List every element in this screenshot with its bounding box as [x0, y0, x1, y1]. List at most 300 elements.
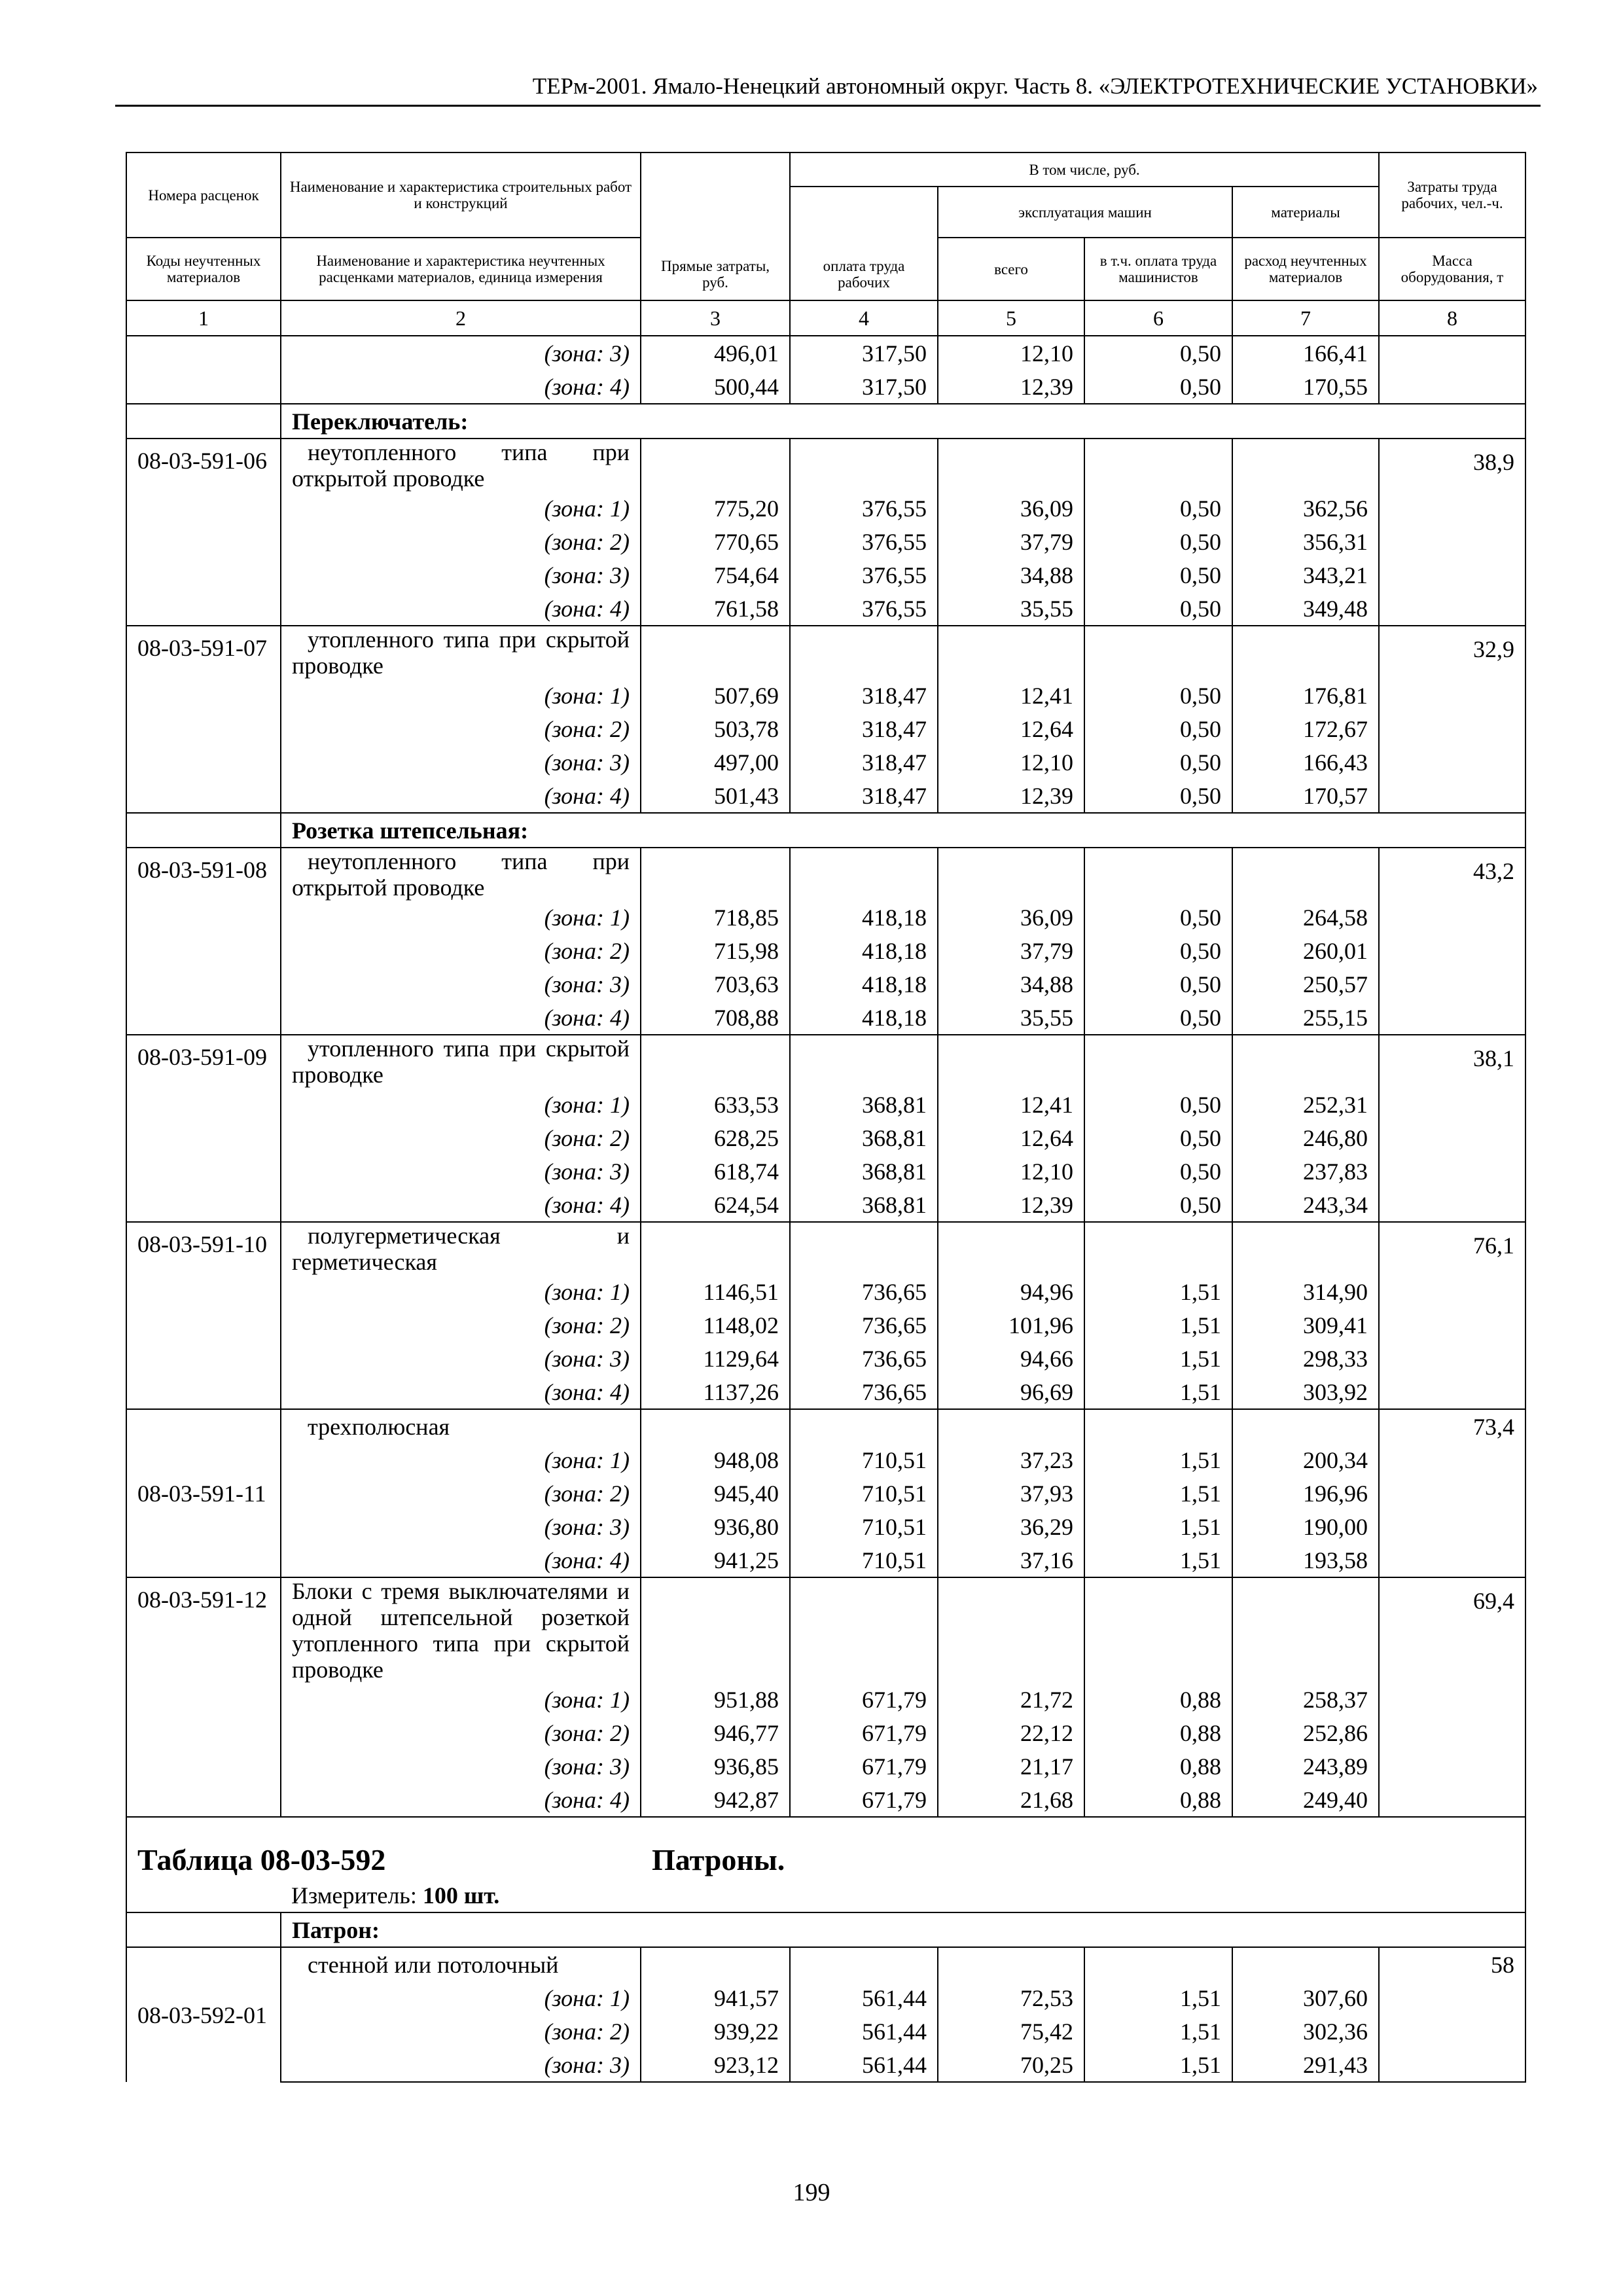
zona-label: (зона: 2): [281, 525, 641, 558]
value-cell: 618,74: [641, 1155, 790, 1188]
value-cell: 1146,51: [641, 1275, 790, 1308]
value-cell: 70,25: [938, 2048, 1084, 2082]
value-cell: 368,81: [790, 1121, 938, 1155]
item-row: [126, 1035, 1525, 1088]
value-cell: [790, 439, 938, 492]
value-cell: 291,43: [1232, 2048, 1379, 2082]
value-cell: 190,00: [1232, 1510, 1379, 1543]
group-row: [126, 404, 1525, 439]
col-consumption: расход неучтенных материалов: [1232, 238, 1379, 300]
mass-cell: [1379, 1088, 1525, 1121]
value-cell: 497,00: [641, 745, 790, 779]
value-cell: 252,86: [1232, 1716, 1379, 1749]
value-cell: 633,53: [641, 1088, 790, 1121]
value-cell: 715,98: [641, 934, 790, 967]
value-cell: 252,31: [1232, 1088, 1379, 1121]
value-cell: 1,51: [1084, 1477, 1232, 1510]
value-cell: 0,50: [1084, 1155, 1232, 1188]
value-cell: 1,51: [1084, 1510, 1232, 1543]
value-cell: 21,72: [938, 1683, 1084, 1716]
value-cell: [938, 1409, 1084, 1443]
col-wages: оплата труда рабочих: [790, 187, 938, 300]
col-mass: Масса оборудования, т: [1379, 238, 1525, 300]
value-cell: 36,29: [938, 1510, 1084, 1543]
value-cell: 936,80: [641, 1510, 790, 1543]
value-cell: 628,25: [641, 1121, 790, 1155]
value-cell: 946,77: [641, 1716, 790, 1749]
mass-cell: [1379, 1716, 1525, 1749]
value-cell: 941,25: [641, 1543, 790, 1577]
zona-row: [126, 1275, 1525, 1308]
mass-cell: [1379, 1121, 1525, 1155]
mass-cell: [1379, 1510, 1525, 1543]
group-row: [126, 1912, 1525, 1947]
mass-cell: [1379, 1375, 1525, 1409]
group-title: Переключатель:: [281, 404, 1525, 439]
mass-value: 58: [1379, 1947, 1525, 1981]
value-cell: [790, 1409, 938, 1443]
zona-label: (зона: 4): [281, 1783, 641, 1817]
col-codes: Коды неучтенных материалов: [126, 238, 281, 300]
value-cell: 318,47: [790, 779, 938, 813]
item-description: трехполюсная: [281, 1409, 641, 1443]
value-cell: 298,33: [1232, 1342, 1379, 1375]
zona-row: [126, 492, 1525, 525]
item-row: [126, 626, 1525, 679]
value-cell: [1084, 1577, 1232, 1683]
value-cell: [790, 848, 938, 901]
mass-cell: [1379, 1342, 1525, 1375]
mass-cell: [1379, 934, 1525, 967]
value-cell: [641, 1577, 790, 1683]
value-cell: 317,50: [790, 336, 938, 370]
value-cell: 418,18: [790, 1001, 938, 1035]
mass-cell: [1379, 901, 1525, 934]
item-description: стенной или потолочный: [281, 1947, 641, 1981]
value-cell: 503,78: [641, 712, 790, 745]
col-number: 3: [641, 300, 790, 336]
value-cell: 0,50: [1084, 1121, 1232, 1155]
value-cell: 101,96: [938, 1308, 1084, 1342]
measure-value: 100 шт.: [422, 1882, 500, 1909]
mass-cell: [1379, 1275, 1525, 1308]
col-incl-wages: в т.ч. оплата труда машинистов: [1084, 238, 1232, 300]
value-cell: 37,16: [938, 1543, 1084, 1577]
zona-label: (зона: 4): [281, 370, 641, 404]
mass-cell: [1379, 592, 1525, 626]
code-cell: [126, 813, 281, 848]
value-cell: 376,55: [790, 525, 938, 558]
value-cell: [1084, 1947, 1232, 1981]
mass-cell: [1379, 779, 1525, 813]
zona-row: [126, 1981, 1525, 2015]
value-cell: 1,51: [1084, 2048, 1232, 2082]
rate-code: 08-03-591-07: [126, 626, 281, 813]
value-cell: 941,57: [641, 1981, 790, 2015]
value-cell: 34,88: [938, 967, 1084, 1001]
zona-row: [126, 1683, 1525, 1716]
zona-label: (зона: 2): [281, 1477, 641, 1510]
zona-row: [126, 1121, 1525, 1155]
value-cell: [1084, 439, 1232, 492]
value-cell: [938, 1577, 1084, 1683]
zona-label: (зона: 2): [281, 1121, 641, 1155]
value-cell: 36,09: [938, 901, 1084, 934]
value-cell: 0,50: [1084, 592, 1232, 626]
code-cell: [126, 370, 281, 404]
value-cell: 1,51: [1084, 1375, 1232, 1409]
table-title-cell: [126, 1817, 1525, 1878]
value-cell: 170,57: [1232, 779, 1379, 813]
value-cell: 12,39: [938, 1188, 1084, 1222]
value-cell: [790, 1947, 938, 1981]
col-name: Наименование и характеристика строительных работ и конструкций: [281, 152, 641, 238]
value-cell: 0,50: [1084, 934, 1232, 967]
value-cell: [938, 1947, 1084, 1981]
value-cell: 951,88: [641, 1683, 790, 1716]
rate-code: 08-03-592-01: [126, 1947, 281, 2082]
value-cell: 12,41: [938, 679, 1084, 712]
value-cell: 736,65: [790, 1375, 938, 1409]
value-cell: 0,50: [1084, 745, 1232, 779]
mass-cell: [1379, 336, 1525, 370]
value-cell: 710,51: [790, 1443, 938, 1477]
value-cell: [641, 848, 790, 901]
mass-cell: [1379, 2048, 1525, 2082]
zona-row: [126, 370, 1525, 404]
mass-value: 69,4: [1379, 1577, 1525, 1683]
value-cell: 710,51: [790, 1477, 938, 1510]
value-cell: 507,69: [641, 679, 790, 712]
value-cell: 1,51: [1084, 2015, 1232, 2048]
value-cell: 200,34: [1232, 1443, 1379, 1477]
zona-row: [126, 558, 1525, 592]
value-cell: 35,55: [938, 592, 1084, 626]
rates-table: [126, 152, 1526, 2083]
value-cell: 0,50: [1084, 679, 1232, 712]
col-number: 8: [1379, 300, 1525, 336]
zona-label: (зона: 3): [281, 967, 641, 1001]
value-cell: 12,64: [938, 712, 1084, 745]
zona-row: [126, 525, 1525, 558]
value-cell: 0,50: [1084, 370, 1232, 404]
value-cell: 0,88: [1084, 1683, 1232, 1716]
mass-value: 38,1: [1379, 1035, 1525, 1088]
zona-label: (зона: 1): [281, 1088, 641, 1121]
zona-row: [126, 712, 1525, 745]
value-cell: [1232, 439, 1379, 492]
zona-label: (зона: 1): [281, 1443, 641, 1477]
value-cell: 561,44: [790, 2048, 938, 2082]
value-cell: 0,50: [1084, 967, 1232, 1001]
value-cell: 1,51: [1084, 1308, 1232, 1342]
value-cell: 0,50: [1084, 558, 1232, 592]
value-cell: 356,31: [1232, 525, 1379, 558]
value-cell: 948,08: [641, 1443, 790, 1477]
zona-row: [126, 1749, 1525, 1783]
value-cell: 12,10: [938, 745, 1084, 779]
value-cell: 12,64: [938, 1121, 1084, 1155]
value-cell: [938, 626, 1084, 679]
col-name2: Наименование и характеристика неучтенных расценками материалов, единица измерения: [281, 238, 641, 300]
page-number: 199: [793, 2179, 830, 2206]
col-labor: Затраты труда рабочих, чел.-ч.: [1379, 152, 1525, 238]
col-incl: В том числе, руб.: [790, 152, 1379, 187]
value-cell: 22,12: [938, 1716, 1084, 1749]
value-cell: 368,81: [790, 1155, 938, 1188]
value-cell: 176,81: [1232, 679, 1379, 712]
value-cell: 237,83: [1232, 1155, 1379, 1188]
value-cell: 193,58: [1232, 1543, 1379, 1577]
mass-cell: [1379, 2015, 1525, 2048]
value-cell: 362,56: [1232, 492, 1379, 525]
mass-cell: [1379, 1155, 1525, 1188]
mass-cell: [1379, 679, 1525, 712]
rate-code: 08-03-591-06: [126, 439, 281, 626]
value-cell: 35,55: [938, 1001, 1084, 1035]
item-description: утопленного типа при скрытой проводке: [281, 1035, 641, 1088]
value-cell: 303,92: [1232, 1375, 1379, 1409]
value-cell: 37,23: [938, 1443, 1084, 1477]
col-num-rates: Номера расценок: [126, 152, 281, 238]
value-cell: 0,50: [1084, 525, 1232, 558]
value-cell: 318,47: [790, 712, 938, 745]
value-cell: 376,55: [790, 592, 938, 626]
value-cell: 1,51: [1084, 1443, 1232, 1477]
zona-label: (зона: 3): [281, 2048, 641, 2082]
item-row: [126, 1577, 1525, 1683]
table-title-row: [126, 1817, 1525, 1878]
group-title: Патрон:: [281, 1912, 1525, 1947]
value-cell: 0,50: [1084, 712, 1232, 745]
value-cell: 318,47: [790, 745, 938, 779]
code-cell: [126, 1912, 281, 1947]
code-cell: [126, 1878, 281, 1912]
col-machines: эксплуатация машин: [938, 187, 1232, 238]
table-title: Таблица 08-03-592: [137, 1843, 386, 1876]
value-cell: [938, 848, 1084, 901]
value-cell: 21,17: [938, 1749, 1084, 1783]
value-cell: 72,53: [938, 1981, 1084, 2015]
value-cell: 1,51: [1084, 1342, 1232, 1375]
zona-row: [126, 1188, 1525, 1222]
value-cell: 12,39: [938, 779, 1084, 813]
mass-cell: [1379, 745, 1525, 779]
value-cell: 196,96: [1232, 1477, 1379, 1510]
code-cell: [126, 336, 281, 370]
mass-cell: [1379, 492, 1525, 525]
value-cell: 12,10: [938, 1155, 1084, 1188]
zona-row: [126, 2048, 1525, 2082]
value-cell: [641, 1947, 790, 1981]
value-cell: 0,50: [1084, 779, 1232, 813]
zona-row: [126, 934, 1525, 967]
zona-label: (зона: 3): [281, 745, 641, 779]
value-cell: 12,41: [938, 1088, 1084, 1121]
value-cell: [938, 1035, 1084, 1088]
value-cell: [1084, 626, 1232, 679]
value-cell: 671,79: [790, 1749, 938, 1783]
value-cell: [1084, 1409, 1232, 1443]
value-cell: 1148,02: [641, 1308, 790, 1342]
value-cell: [1232, 1409, 1379, 1443]
value-cell: 0,50: [1084, 492, 1232, 525]
value-cell: 243,89: [1232, 1749, 1379, 1783]
zona-label: (зона: 3): [281, 1510, 641, 1543]
zona-label: (зона: 2): [281, 934, 641, 967]
value-cell: 936,85: [641, 1749, 790, 1783]
zona-label: (зона: 1): [281, 901, 641, 934]
value-cell: [1084, 848, 1232, 901]
value-cell: 418,18: [790, 967, 938, 1001]
value-cell: 945,40: [641, 1477, 790, 1510]
value-cell: 710,51: [790, 1543, 938, 1577]
value-cell: 501,43: [641, 779, 790, 813]
value-cell: [790, 1035, 938, 1088]
value-cell: 368,81: [790, 1088, 938, 1121]
zona-row: [126, 2015, 1525, 2048]
value-cell: [1232, 1222, 1379, 1275]
zona-row: [126, 901, 1525, 934]
item-description: Блоки с тремя выключателями и одной штепсельной розеткой утопленного типа при скрытой проводке: [281, 1577, 641, 1683]
value-cell: 561,44: [790, 2015, 938, 2048]
zona-label: (зона: 3): [281, 336, 641, 370]
col-number: 1: [126, 300, 281, 336]
col-number: 7: [1232, 300, 1379, 336]
mass-cell: [1379, 1443, 1525, 1477]
value-cell: 718,85: [641, 901, 790, 934]
value-cell: 1,51: [1084, 1275, 1232, 1308]
value-cell: 0,88: [1084, 1783, 1232, 1817]
value-cell: 0,50: [1084, 901, 1232, 934]
col-number: 5: [938, 300, 1084, 336]
mass-cell: [1379, 1308, 1525, 1342]
value-cell: [938, 1222, 1084, 1275]
value-cell: 318,47: [790, 679, 938, 712]
value-cell: 496,01: [641, 336, 790, 370]
value-cell: 0,88: [1084, 1716, 1232, 1749]
zona-label: (зона: 2): [281, 712, 641, 745]
value-cell: [1232, 848, 1379, 901]
zona-row: [126, 1308, 1525, 1342]
value-cell: 736,65: [790, 1308, 938, 1342]
item-row: [126, 1222, 1525, 1275]
value-cell: 307,60: [1232, 1981, 1379, 2015]
value-cell: 258,37: [1232, 1683, 1379, 1716]
value-cell: 736,65: [790, 1342, 938, 1375]
value-cell: 255,15: [1232, 1001, 1379, 1035]
value-cell: 37,79: [938, 934, 1084, 967]
value-cell: [1232, 1947, 1379, 1981]
item-description: утопленного типа при скрытой проводке: [281, 626, 641, 679]
zona-row: [126, 1716, 1525, 1749]
zona-label: (зона: 3): [281, 558, 641, 592]
value-cell: 0,88: [1084, 1749, 1232, 1783]
value-cell: [641, 1409, 790, 1443]
value-cell: 314,90: [1232, 1275, 1379, 1308]
value-cell: 703,63: [641, 967, 790, 1001]
zona-label: (зона: 4): [281, 592, 641, 626]
value-cell: 418,18: [790, 934, 938, 967]
rate-code: 08-03-591-10: [126, 1222, 281, 1409]
rate-code: 08-03-591-12: [126, 1577, 281, 1817]
value-cell: 172,67: [1232, 712, 1379, 745]
value-cell: [1084, 1035, 1232, 1088]
col-direct: Прямые затраты, руб.: [641, 152, 790, 300]
value-cell: 96,69: [938, 1375, 1084, 1409]
col-number: 4: [790, 300, 938, 336]
item-description: полугерметическая и герметическая: [281, 1222, 641, 1275]
value-cell: 250,57: [1232, 967, 1379, 1001]
value-cell: 1,51: [1084, 1543, 1232, 1577]
mass-cell: [1379, 1477, 1525, 1510]
value-cell: 368,81: [790, 1188, 938, 1222]
value-cell: 418,18: [790, 901, 938, 934]
zona-row: [126, 1443, 1525, 1477]
item-row: [126, 439, 1525, 492]
value-cell: [1232, 626, 1379, 679]
value-cell: 671,79: [790, 1716, 938, 1749]
value-cell: 708,88: [641, 1001, 790, 1035]
mass-cell: [1379, 525, 1525, 558]
rate-code: 08-03-591-11: [126, 1409, 281, 1577]
value-cell: 500,44: [641, 370, 790, 404]
zona-label: (зона: 1): [281, 1275, 641, 1308]
mass-cell: [1379, 370, 1525, 404]
zona-label: (зона: 1): [281, 1981, 641, 2015]
zona-row: [126, 779, 1525, 813]
item-row: [126, 848, 1525, 901]
value-cell: 170,55: [1232, 370, 1379, 404]
value-cell: 710,51: [790, 1510, 938, 1543]
value-cell: 343,21: [1232, 558, 1379, 592]
value-cell: 317,50: [790, 370, 938, 404]
item-description: неутопленного типа при открытой проводке: [281, 439, 641, 492]
value-cell: 0,50: [1084, 336, 1232, 370]
zona-row: [126, 679, 1525, 712]
value-cell: 249,40: [1232, 1783, 1379, 1817]
value-cell: 923,12: [641, 2048, 790, 2082]
zona-row: [126, 592, 1525, 626]
zona-row: [126, 336, 1525, 370]
value-cell: 1137,26: [641, 1375, 790, 1409]
zona-row: [126, 1477, 1525, 1510]
value-cell: 34,88: [938, 558, 1084, 592]
zona-row: [126, 745, 1525, 779]
value-cell: [938, 439, 1084, 492]
zona-row: [126, 1510, 1525, 1543]
mass-value: 32,9: [1379, 626, 1525, 679]
rate-code: 08-03-591-08: [126, 848, 281, 1035]
col-number: 6: [1084, 300, 1232, 336]
value-cell: 376,55: [790, 558, 938, 592]
zona-label: (зона: 4): [281, 1188, 641, 1222]
zona-label: (зона: 3): [281, 1342, 641, 1375]
value-cell: 939,22: [641, 2015, 790, 2048]
value-cell: 246,80: [1232, 1121, 1379, 1155]
mass-cell: [1379, 1981, 1525, 2015]
value-cell: 0,50: [1084, 1088, 1232, 1121]
value-cell: 1129,64: [641, 1342, 790, 1375]
header-rule: [115, 105, 1541, 107]
mass-value: 38,9: [1379, 439, 1525, 492]
value-cell: 349,48: [1232, 592, 1379, 626]
value-cell: 770,65: [641, 525, 790, 558]
value-cell: 736,65: [790, 1275, 938, 1308]
value-cell: [641, 1222, 790, 1275]
zona-label: (зона: 4): [281, 1375, 641, 1409]
value-cell: [790, 1222, 938, 1275]
